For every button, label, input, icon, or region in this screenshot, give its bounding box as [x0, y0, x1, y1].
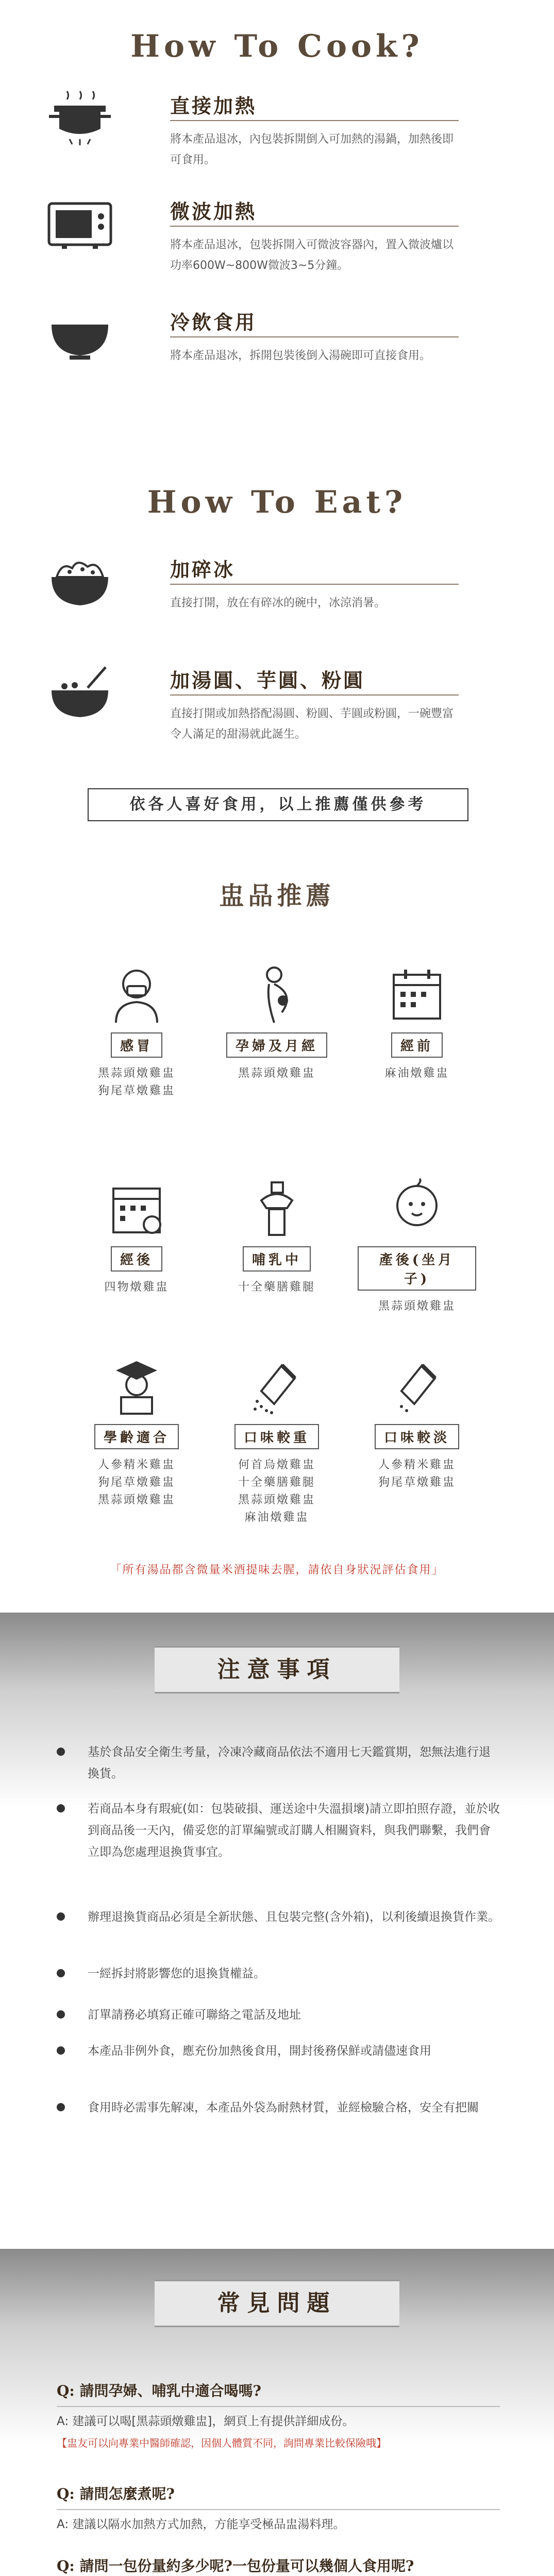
- cook-desc: 將本產品退冰，拆開包裝後倒入湯碗即可直接食用。: [170, 349, 431, 362]
- salt-shaker-heavy-icon: [246, 1355, 308, 1417]
- recommend-tag: 感冒: [111, 1032, 162, 1058]
- recommend-cell: [358, 963, 476, 1082]
- cook-heading: 冷飲食用: [170, 311, 257, 334]
- recommend-cell: [217, 1355, 336, 1527]
- divider: [57, 2509, 500, 2510]
- salt-shaker-light-icon: [386, 1355, 448, 1417]
- recommend-tag: 口味較重: [234, 1424, 319, 1449]
- cook-desc: 將本產品退冰，內包裝拆開倒入可加熱的湯鍋，加熱後即可食用。: [170, 133, 454, 166]
- recommend-cell: [77, 963, 196, 1100]
- recommend-text: 四物燉雞盅: [104, 1281, 169, 1294]
- recommend-cell: [217, 963, 336, 1082]
- recommend-tag: 哺乳中: [243, 1246, 311, 1272]
- notice-text: 訂單請務必填寫正確可聯絡之電話及地址: [88, 2008, 301, 2022]
- recommend-footnote: 「所有湯品都含微量米酒提味去腥，請依自身狀況評估食用」: [110, 1564, 444, 1577]
- faq-item: [57, 2483, 500, 2535]
- recommend-text: 黑蒜頭燉雞盅: [378, 1300, 456, 1313]
- recommend-tag: 學齡適合: [94, 1424, 179, 1449]
- bullet-dot: [57, 1912, 65, 1921]
- bullet-dot: [57, 2103, 65, 2111]
- bullet-dot: [57, 2046, 65, 2055]
- faq-item: [57, 2555, 500, 2576]
- bullet-dot: [57, 1748, 65, 1756]
- cook-desc: 將本產品退冰，包裝拆開入可微波容器內，置入微波爐以功率600W~800W微波3~5分鐘。: [170, 239, 454, 272]
- spoon-bowl-icon: [46, 665, 113, 721]
- bullet-dot: [57, 2010, 65, 2019]
- ice-bowl-icon: [46, 554, 113, 611]
- recommend-text: 麻油燉雞盅: [384, 1067, 449, 1080]
- notice-item: [57, 2040, 500, 2062]
- breast-pump-icon: [246, 1177, 308, 1239]
- faq-item: [57, 2380, 500, 2450]
- faq-question: Q: 請問孕婦、哺乳中適合喝嗎?: [57, 2382, 261, 2399]
- student-icon: [106, 1355, 167, 1417]
- notice-item: [57, 2097, 500, 2119]
- recommend-tag: 經前: [391, 1032, 443, 1058]
- divider: [170, 336, 459, 337]
- recommend-tag: 產後(坐月子): [358, 1246, 476, 1291]
- notice-item: [57, 1963, 500, 1985]
- cook-heading: 直接加熱: [170, 94, 257, 117]
- how-to-eat-title: How To Eat?: [147, 484, 407, 520]
- divider: [170, 694, 459, 696]
- recommend-text: 十全藥膳雞腿: [238, 1281, 315, 1294]
- baby-icon: [386, 1177, 448, 1239]
- recommend-tag: 經後: [111, 1246, 162, 1272]
- notice-text: 基於食品安全衛生考量，冷凍冷藏商品依法不適用七天鑑賞期，恕無法進行退換貨。: [88, 1745, 491, 1781]
- divider: [170, 584, 459, 585]
- pot-heat-icon: [46, 90, 113, 147]
- faq-question: Q: 請問一包份量約多少呢?一包份量可以幾個人食用呢?: [57, 2557, 414, 2574]
- notice-item: [57, 1798, 500, 1863]
- faq-answer: A: 建議可以喝[黑蒜頭燉雞盅]，網頁上有提供詳細成份。: [57, 2415, 355, 2428]
- recommend-text: 人參精米雞盅 狗尾草燉雞盅 黑蒜頭燉雞盅: [97, 1459, 175, 1506]
- faq-extra-note: 【盅友可以向專業中醫師確認，因個人體質不同，詢問專業比較保險哦】: [57, 2437, 387, 2449]
- recommend-cell: [358, 1177, 476, 1315]
- notice-text: 一經拆封將影響您的退換貨權益。: [88, 1967, 265, 1980]
- recommend-text: 黑蒜頭燉雞盅 狗尾草燉雞盅: [97, 1067, 175, 1097]
- eat-desc: 直接打開，放在有碎冰的碗中，冰涼消暑。: [170, 597, 386, 609]
- recommend-text: 何首烏燉雞盅 十全藥膳雞腿 黑蒜頭燉雞盅 麻油燉雞盅: [238, 1459, 315, 1524]
- pregnant-icon: [246, 963, 308, 1025]
- bullet-dot: [57, 1969, 65, 1977]
- calendar-check-icon: [106, 1177, 167, 1239]
- notice-text: 若商品本身有瑕疵(如：包裝破損、運送途中失溫損壞)請立即拍照存證，並於收到商品後一天內，備妥您的訂單編號或訂購人相關資料，與我們聯繫，我們會立即為您處理退換貨事宜。: [88, 1802, 500, 1859]
- recommend-cell: [77, 1355, 196, 1509]
- bullet-dot: [57, 1804, 65, 1812]
- notice-item: [57, 1906, 500, 1928]
- recommend-cell: [217, 1177, 336, 1296]
- notice-title: 注意事項: [155, 1646, 399, 1693]
- notice-item: [57, 2004, 500, 2026]
- mask-person-icon: [106, 963, 167, 1025]
- recommend-tag: 孕婦及月經: [226, 1032, 327, 1058]
- recommend-cell: [77, 1177, 196, 1296]
- recommend-text: 黑蒜頭燉雞盅: [238, 1067, 315, 1080]
- notice-text: 食用時必需事先解凍，本產品外袋為耐熱材質，並經檢驗合格，安全有把關: [88, 2101, 479, 2114]
- recommend-tag: 口味較淡: [375, 1424, 459, 1449]
- serving-note: 依各人喜好食用，以上推薦僅供參考: [88, 788, 468, 821]
- notice-text: 辦理退換貨商品必須是全新狀態、且包裝完整(含外箱)，以利後續退換貨作業。: [88, 1910, 500, 1924]
- microwave-icon: [46, 196, 113, 252]
- eat-desc: 直接打開或加熱搭配湯圓、粉圓、芋圓或粉圓，一碗豐富令人滿足的甜湯就此誕生。: [170, 707, 454, 741]
- faq-question: Q: 請問怎麼煮呢?: [57, 2485, 175, 2502]
- divider: [57, 2406, 500, 2407]
- how-to-cook-title: How To Cook?: [130, 28, 424, 64]
- divider: [170, 226, 459, 227]
- recommend-text: 人參精米雞盅 狗尾草燉雞盅: [378, 1459, 456, 1489]
- faq-title: 常見問題: [155, 2280, 399, 2327]
- faq-answer: A: 建議以隔水加熱方式加熱，方能享受極品盅湯料理。: [57, 2518, 345, 2531]
- recommend-cell: [358, 1355, 476, 1492]
- recommend-title: 盅品推薦: [219, 882, 335, 910]
- eat-heading: 加湯圓、芋圓、粉圓: [170, 669, 365, 692]
- divider: [170, 120, 459, 121]
- eat-heading: 加碎冰: [170, 558, 236, 581]
- cook-heading: 微波加熱: [170, 200, 257, 223]
- notice-item: [57, 1741, 500, 1785]
- notice-text: 本產品非例外食，應充份加熱後食用，開封後務保鮮或請儘速食用: [88, 2044, 431, 2058]
- bowl-icon: [46, 307, 113, 363]
- calendar-icon: [386, 963, 448, 1025]
